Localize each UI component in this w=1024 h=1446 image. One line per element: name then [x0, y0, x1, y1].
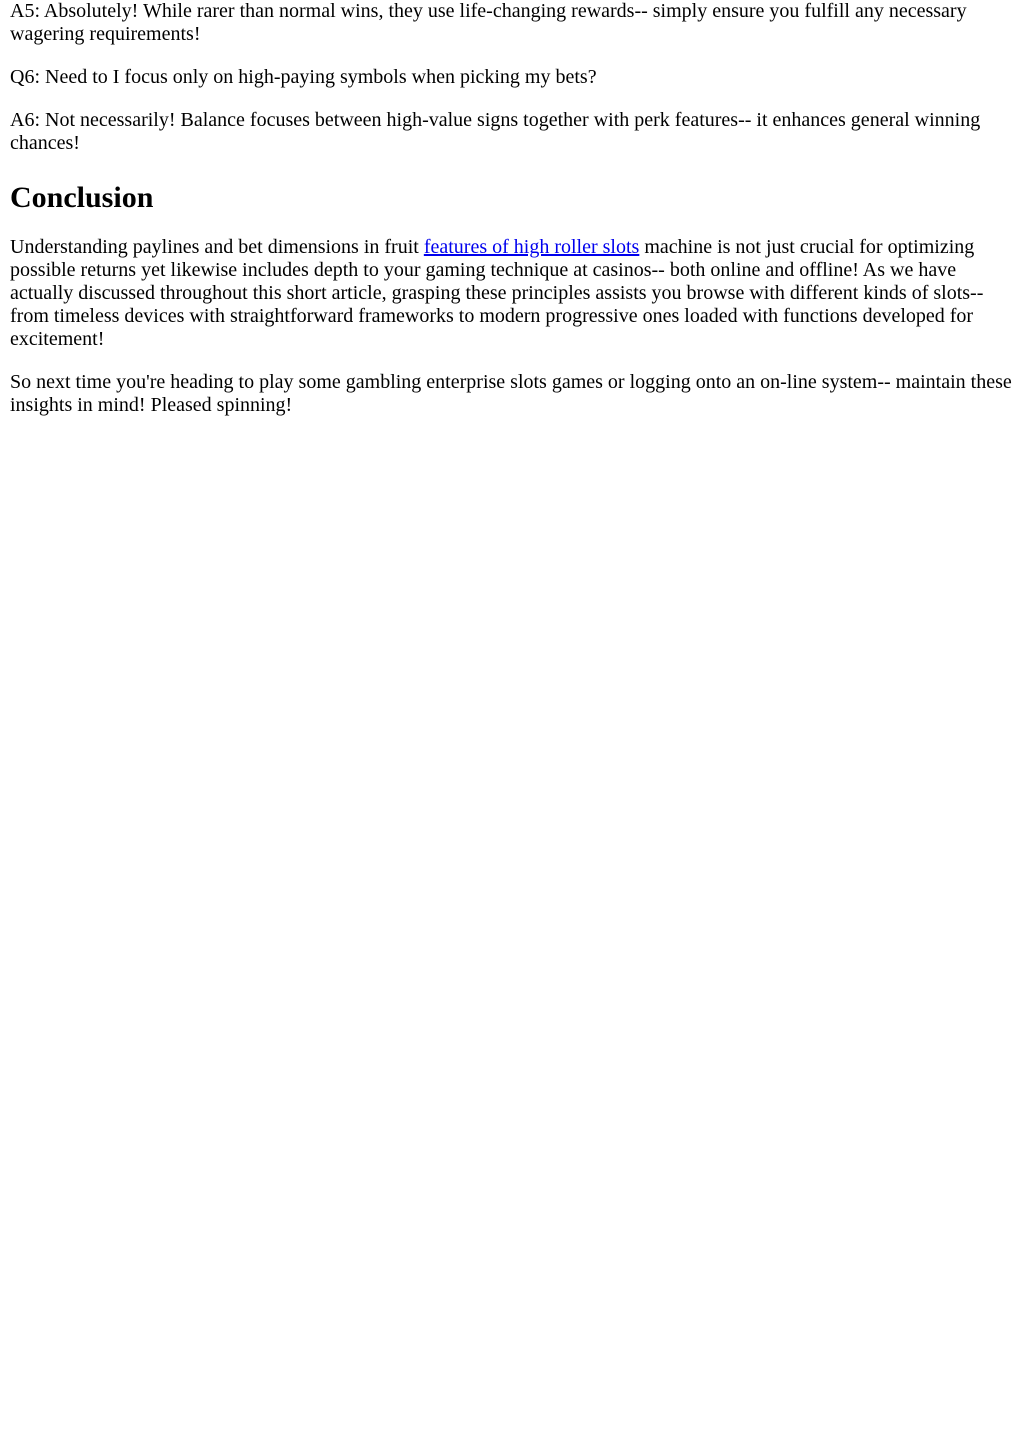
conclusion-text-after-link: machine is not just crucial for optimizing possible returns yet likewise includes depth to your gaming technique at casinos-- both online and offline! As we have actually discussed throughout this short article, grasping these principles assists you browse with different kinds of slots-- from timeless devices with straightforward frameworks to modern progressive ones loaded with functions developed for excitement! — [10, 236, 984, 350]
faq-answer-5: A5: Absolutely! While rarer than normal wins, they use life-changing rewards-- simply ensure you fulfill any necessary wagering requirements! — [10, 0, 967, 45]
conclusion-heading: Conclusion — [10, 181, 154, 214]
conclusion-paragraph-1 — [10, 236, 1014, 351]
conclusion-paragraph-2: So next time you're heading to play some gambling enterprise slots games or logging onto an on-line system-- maintain these insights in mind! Pleased spinning! — [10, 371, 1012, 416]
high-roller-slots-link[interactable]: features of high roller slots — [423, 236, 640, 258]
article — [10, 0, 1014, 417]
faq-answer-6: A6: Not necessarily! Balance focuses between high-value signs together with perk features-- it enhances general winning chances! — [10, 109, 981, 154]
faq-question-6: Q6: Need to I focus only on high-paying symbols when picking my bets? — [10, 66, 597, 88]
conclusion-text-before-link: Understanding paylines and bet dimensions in fruit — [10, 236, 424, 258]
